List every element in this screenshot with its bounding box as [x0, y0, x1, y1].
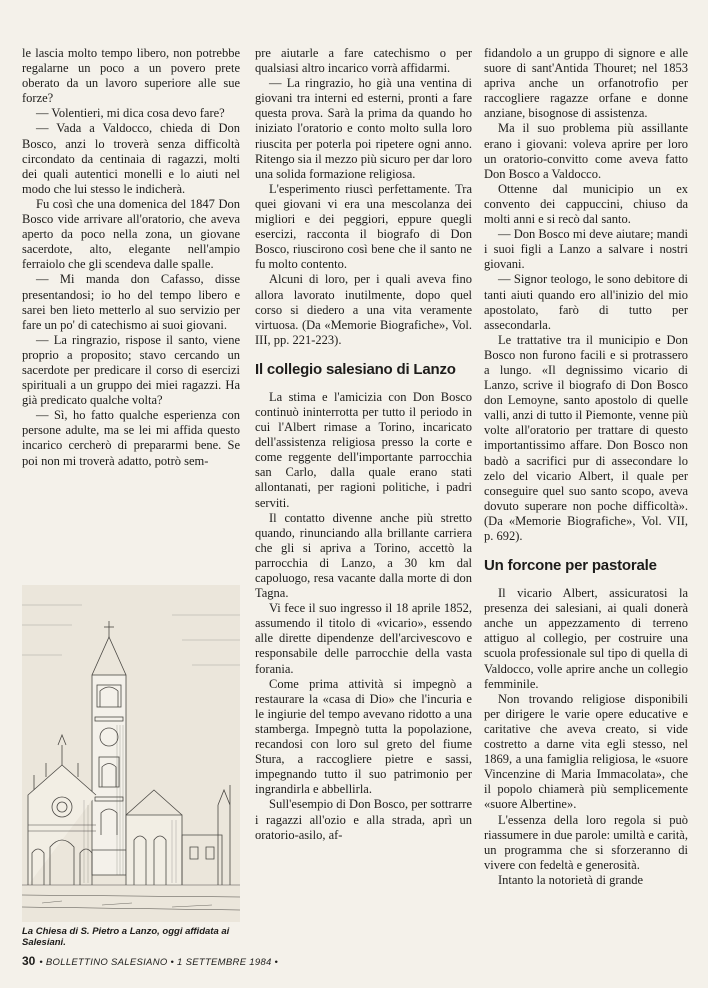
article-paragraph: Come prima attività si impegnò a restaurare la «casa di Dio» che l'incuria e le ingiurie del tempo avevano ridotto a una stamberga. Impegnò tutta la popolazione, recandosi con loro sul greto del fiume Stura, a raccogliere pietre e sassi, impegnando tutto il suo patrimonio per ingrandirla e abbellirla. — [255, 676, 472, 797]
article-paragraph: La stima e l'amicizia con Don Bosco continuò ininterrotta per tutto il periodo in cui l'Albert rimase a Torino, incaricato dell'assistenza religiosa presso la corte e come reggente dell'importante parrocchia san Carlo, dalla quale erano stati allontanati, per ragioni politiche, i padri serviti. — [255, 389, 472, 510]
article-paragraph: pre aiutarle a fare catechismo o per qualsiasi altro incarico vorrà affidarmi. — [255, 46, 472, 76]
article-paragraph: le lascia molto tempo libero, non potrebbe regalarne un poco a un povero prete oberato da un lavoro superiore alle sue forze? — [22, 46, 240, 106]
article-paragraph: — Signor teologo, le sono debitore di tanti aiuti quando ero all'inizio del mio apostolato, farò di tutto per assecondarla. — [484, 272, 688, 332]
article-paragraph: Alcuni di loro, per i quali aveva fino allora lavorato inutilmente, dopo quel corso si diedero a una vita veramente virtuosa. (Da «Memorie Biografiche», Vol. III, pp. 221-223). — [255, 272, 472, 347]
article-column-1 — [22, 46, 240, 469]
article-paragraph: Sull'esempio di Don Bosco, per sottrarre i ragazzi all'ozio e alla strada, aprì un oratorio-asilo, af- — [255, 797, 472, 842]
article-paragraph: L'essenza della loro regola si può riassumere in due parole: umiltà e carità, un programma che si sforzeranno di vivere con fedeltà e generosità. — [484, 812, 688, 872]
figure-caption: La Chiesa di S. Pietro a Lanzo, oggi affidata ai Salesiani. — [22, 926, 230, 948]
church-illustration — [22, 585, 240, 922]
article-column-3 — [484, 46, 688, 888]
church-drawing-icon — [22, 585, 240, 922]
article-paragraph: — La ringrazio, rispose il santo, viene proprio a proposito; stavo cercando un sacerdote per predicare il corso di esercizi spirituali a un gruppo dei miei ragazzi. Ha già predicato qualche volta? — [22, 332, 240, 408]
page-number: 30 — [22, 954, 36, 968]
article-paragraph: — Vada a Valdocco, chieda di Don Bosco, anzi lo troverà senza difficoltà circondato da centinaia di ragazzi, molti dei quali autentici monelli e lo aiuti nel modo che lui stesso le indicherà. — [22, 121, 240, 196]
article-paragraph: L'esperimento riuscì perfettamente. Tra quei giovani vi era una mescolanza dei migliori e dei peggiori, eppure quegli esercizi, racconta il biografo di Don Bosco, riuscirono così bene che il santo ne fu molto contento. — [255, 181, 472, 272]
article-paragraph: — Volentieri, mi dica cosa devo fare? — [36, 106, 225, 121]
article-paragraph: — La ringrazio, ho già una ventina di giovani tra interni ed esterni, pronti a fare questa prova. Sarà la prima da quando ho iniziato l'oratorio e conto molto sulla loro riuscita per poterla poi ripetere ogni anno. Ritengo sia il mezzo più sicuro per dar loro una solida formazione religiosa. — [255, 76, 472, 181]
article-paragraph: — Mi manda don Cafasso, disse presentandosi; io ho del tempo libero e sarei ben lieto metterlo al suo servizio per fare un po' di catechismo ai suoi giovani. — [22, 272, 240, 332]
article-paragraph: Le trattative tra il municipio e Don Bosco non furono facili e si protrassero a lungo. «Il degnissimo vicario di Lanzo, scrive il biografo di Don Bosco don Lemoyne, santo apostolo di quelle valli, anzi di tutto il Piemonte, venne più volte all'oratorio per trattare di questo importantissimo affare. Don Bosco non badò a sacrifici pur di assecondare lo zelo del vicario Albert, il quale per conseguire quel suo santo scopo, aveva dovuto superare non poche difficoltà». (Da «Memorie Biografiche», Vol. VII, p. 692). — [484, 332, 688, 543]
article-paragraph: Il contatto divenne anche più stretto quando, rinunciando alla brillante carriera che gli si apriva a Torino, accettò la parrocchia di Lanzo, a 30 km dal capoluogo, resa vacante dalla morte di don Tagna. — [255, 510, 472, 601]
article-paragraph: Vi fece il suo ingresso il 18 aprile 1852, assumendo il titolo di «vicario», essendo alle dirette dipendenze dell'arcivescovo e responsabile delle parrocchie della vasta forania. — [255, 601, 472, 676]
article-paragraph: Non trovando religiose disponibili per dirigere le varie opere educative e caritative che aveva creato, si vide costretto a darne vita egli stesso, nel 1869, a una famiglia religiosa, le «suore Vincenzine di Maria Immacolata», che il popolo chiamerà più semplicemente «suore Albertine». — [484, 691, 688, 812]
article-paragraph: Ottenne dal municipio un ex convento dei cappuccini, chiuso da molti anni e si recò dal santo. — [484, 181, 688, 227]
article-paragraph: Intanto la notorietà di grande — [498, 872, 644, 887]
article-paragraph: Fu così che una domenica del 1847 Don Bosco vide arrivare all'oratorio, che aveva aperto da poco nella zona, un giovane sacerdote, alto, elegante nell'ampio ferraiolo che gli scendeva dalle spalle. — [22, 196, 240, 272]
section-heading: Il collegio salesiano di Lanzo — [255, 360, 456, 378]
article-paragraph: — Don Bosco mi deve aiutare; mandi i suoi figli a Lanzo a salvare i nostri giovani. — [484, 227, 688, 272]
article-paragraph: Il vicario Albert, assicuratosi la presenza dei salesiani, ai quali donerà anche un appezzamento di terreno attiguo al collegio, per costruire una scuola professionale sul tipo di quella di Valdocco, volle aprire anche un collegio femminile. — [484, 586, 688, 691]
publication-line: • BOLLETTINO SALESIANO • 1 SETTEMBRE 1984 • — [39, 957, 279, 968]
article-paragraph: — Sì, ho fatto qualche esperienza con persone adulte, ma se lei mi affida questo incarico cercherò di prepararmi bene. Se poi non mi troverà adatto, potrò sem- — [22, 408, 240, 468]
section-heading: Un forcone per pastorale — [484, 557, 657, 575]
article-column-2 — [255, 46, 472, 843]
article-paragraph: fidandolo a un gruppo di signore e alle suore di sant'Antida Thouret; nel 1853 apriva anche un orfanotrofio per raccogliere ragazze orfane e donne anziane, bisognose di assistenza. — [484, 46, 688, 121]
article-paragraph: Ma il suo problema più assillante erano i giovani: voleva aprire per loro un oratorio-convitto come aveva fatto Don Bosco a Valdocco. — [484, 121, 688, 181]
page-footer — [22, 954, 279, 968]
